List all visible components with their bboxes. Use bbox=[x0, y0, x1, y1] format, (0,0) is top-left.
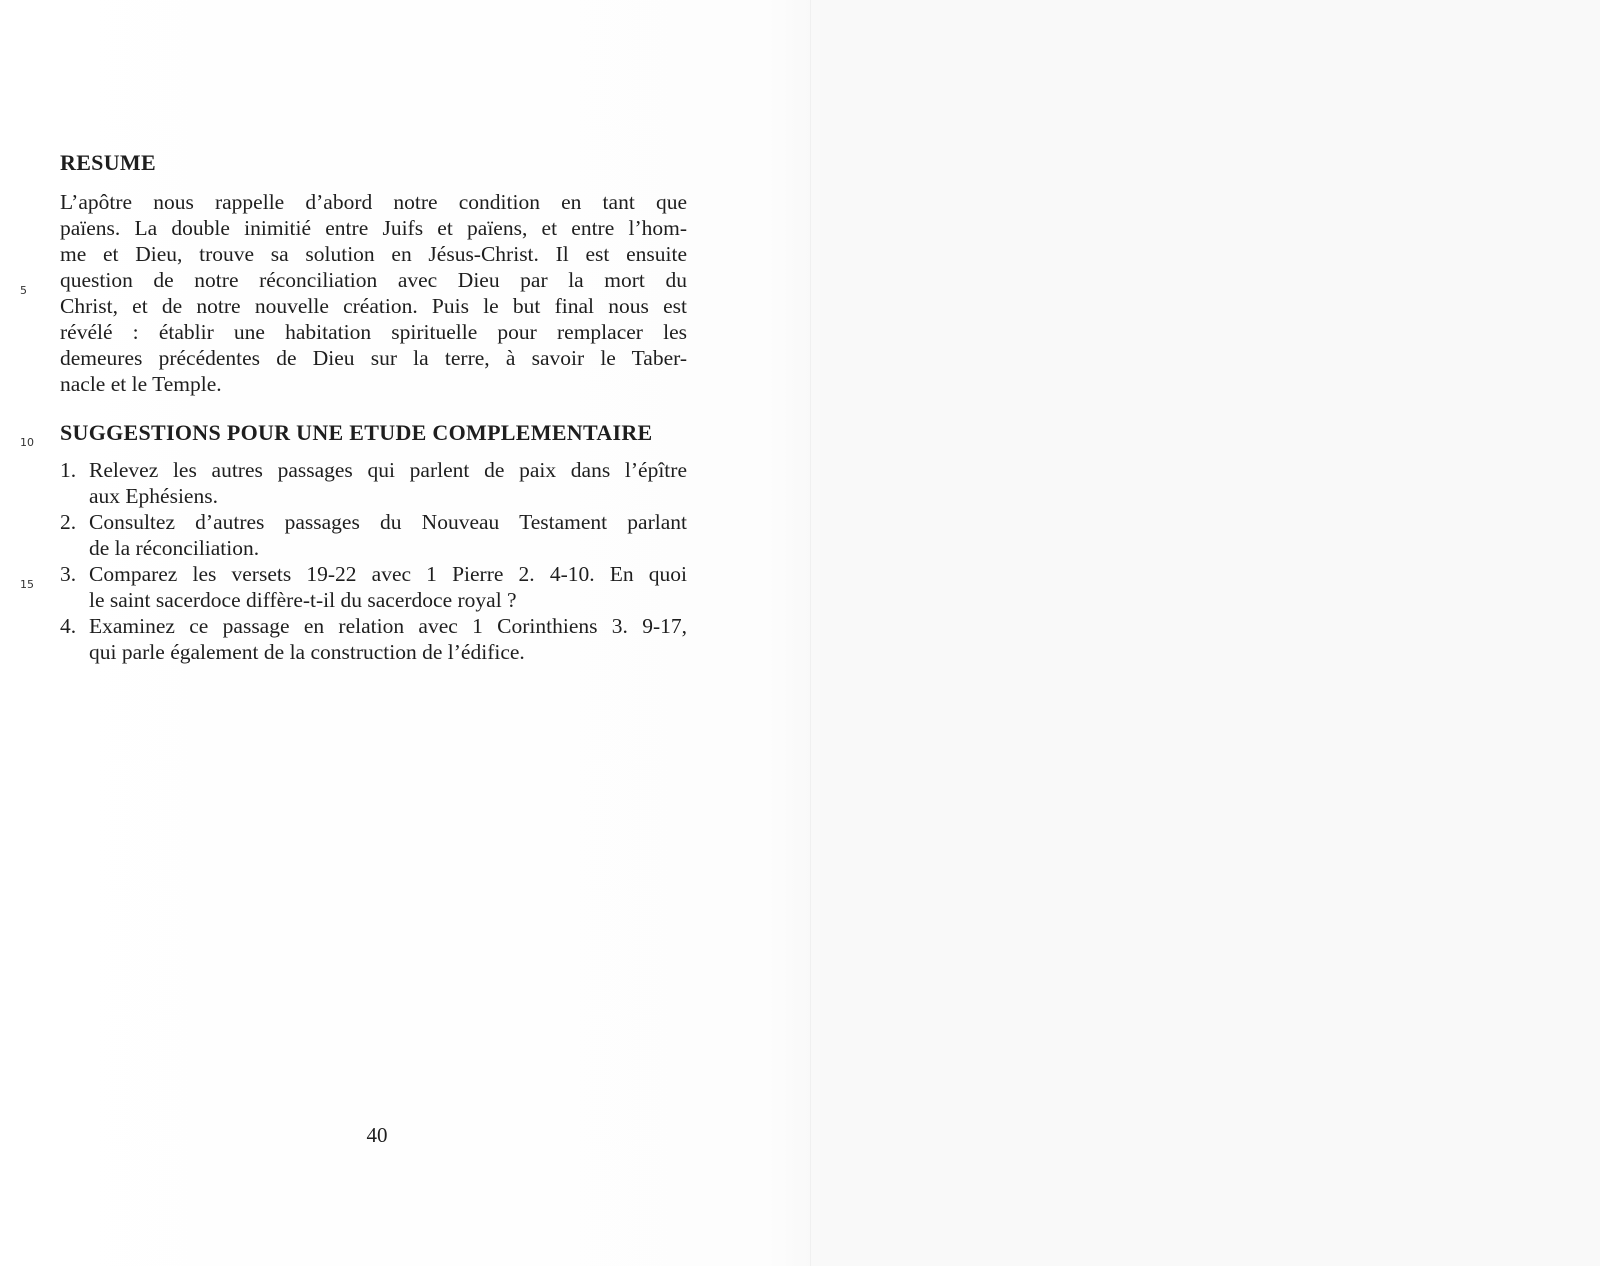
line-number-5: 5 bbox=[20, 284, 27, 297]
suggestion-1-number: 1. bbox=[60, 458, 77, 482]
suggestion-1-line-1: Relevez les autres passages qui parlent de paix dans l’épître bbox=[89, 458, 687, 482]
suggestion-4-line-2: qui parle également de la construction de l’édifice. bbox=[89, 640, 525, 664]
suggestion-2-line-1: Consultez d’autres passages du Nouveau Testament parlant bbox=[89, 510, 687, 534]
summary-line-7: demeures précédentes de Dieu sur la terre, à savoir le Taber- bbox=[60, 346, 687, 370]
line-number-10: 10 bbox=[20, 436, 34, 449]
summary-line-5: Christ, et de notre nouvelle création. Puis le but final nous est bbox=[60, 294, 687, 318]
summary-line-8: nacle et le Temple. bbox=[60, 372, 222, 396]
summary-line-4: question de notre réconciliation avec Dieu par la mort du bbox=[60, 268, 687, 292]
summary-heading: RESUME bbox=[60, 150, 156, 175]
suggestion-3-line-2: le saint sacerdoce diffère-t-il du sacerdoce royal ? bbox=[89, 588, 517, 612]
line-number-15: 15 bbox=[20, 578, 34, 591]
summary-line-1: L’apôtre nous rappelle d’abord notre condition en tant que bbox=[60, 190, 687, 214]
page-number: 40 bbox=[366, 1123, 388, 1147]
suggestion-2-line-2: de la réconciliation. bbox=[89, 536, 260, 560]
summary-line-6: révélé : établir une habitation spirituelle pour remplacer les bbox=[60, 320, 687, 344]
suggestion-4-number: 4. bbox=[60, 614, 77, 638]
summary-line-3: me et Dieu, trouve sa solution en Jésus-Christ. Il est ensuite bbox=[60, 242, 687, 266]
suggestion-1-line-2: aux Ephésiens. bbox=[89, 484, 218, 508]
summary-line-2: païens. La double inimitié entre Juifs et païens, et entre l’hom- bbox=[60, 216, 687, 240]
suggestion-4-line-1: Examinez ce passage en relation avec 1 Corinthiens 3. 9-17, bbox=[89, 614, 687, 638]
suggestion-3-line-1: Comparez les versets 19-22 avec 1 Pierre 2. 4-10. En quoi bbox=[89, 562, 687, 586]
suggestions-heading: SUGGESTIONS POUR UNE ETUDE COMPLEMENTAIRE bbox=[60, 420, 653, 445]
suggestion-3-number: 3. bbox=[60, 562, 77, 586]
facing-page-bleed-through bbox=[810, 0, 1600, 1266]
suggestion-2-number: 2. bbox=[60, 510, 77, 534]
